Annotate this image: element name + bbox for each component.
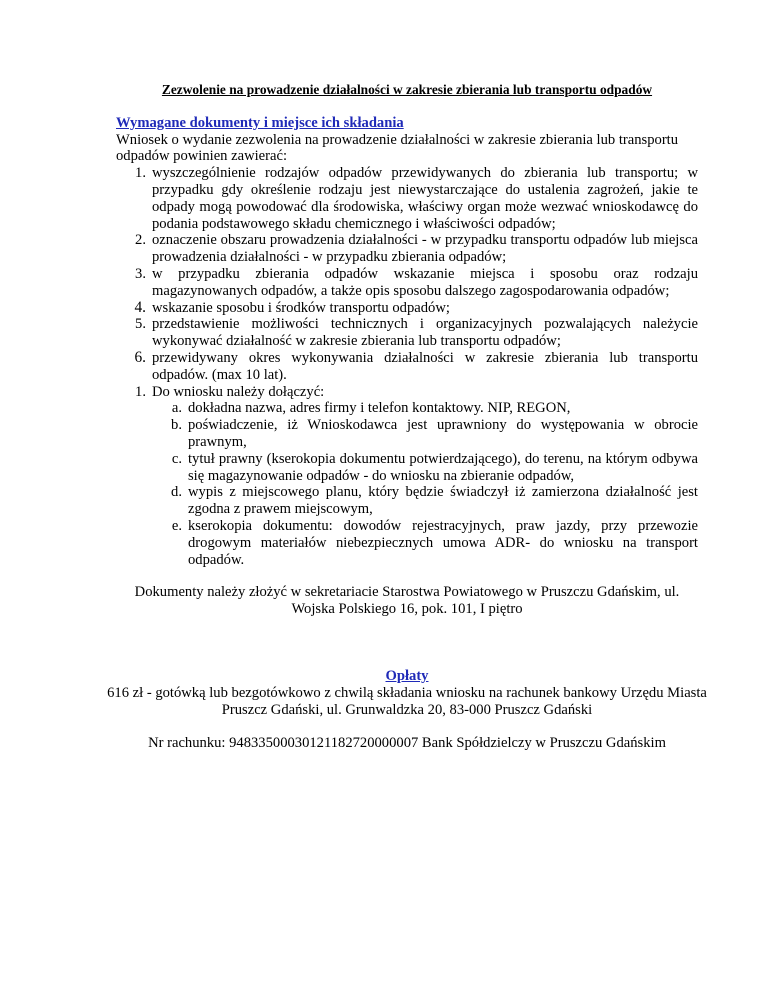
attachment-letter: a. [171, 400, 182, 417]
requirement-item-3 [116, 266, 698, 300]
requirement-text: przedstawienie możliwości technicznych i organizacyjnych pozwalających należycie wykonywać działalność w zakresie zbierania lub transportu odpadów; [152, 316, 698, 350]
attachment-text: tytuł prawny (kserokopia dokumentu potwierdzającego), do terenu, na którym odbywa się magazynowanie odpadów - do wniosku na zbieranie odpadów, [188, 450, 698, 484]
documents-section-heading: Wymagane dokumenty i miejsce ich składania [116, 114, 404, 131]
attachments-text: Do wniosku należy dołączyć: [152, 383, 325, 400]
fees-section-heading: Opłaty [385, 667, 429, 684]
attachment-text: dokładna nazwa, adres firmy i telefon kontaktowy. NIP, REGON, [188, 400, 571, 417]
requirement-number: 3. [135, 265, 146, 282]
attachments-number: 1. [135, 383, 146, 400]
requirement-number: 2. [135, 232, 146, 249]
attachment-item-d [152, 484, 698, 518]
attachment-item-c [152, 451, 698, 485]
requirement-text: wyszczególnienie rodzajów odpadów przewidywanych do zbierania lub transportu; w przypadku gdy określenie rodzaju jest niewystarczające do ustalenia zagrożeń, jakie te odpady mogą powodować dla środowiska, właściwy organ może wezwać wnioskodawcę do podania podstawowego składu chemicznego i właściwości odpadów; [152, 165, 698, 232]
requirement-item-2 [116, 232, 698, 266]
attachment-letter: d. [171, 484, 182, 501]
attachment-text: poświadczenie, iż Wnioskodawca jest uprawniony do występowania w obrocie prawnym, [188, 417, 698, 450]
requirement-text: oznaczenie obszaru prowadzenia działalności - w przypadku transportu odpadów lub miejsca prowadzenia działalności - w przypadku zbierania odpadów; [152, 232, 698, 266]
requirement-text: w przypadku zbierania odpadów wskazanie miejsca i sposobu oraz rodzaju magazynowanych odpadów, a także opis sposobu dalszego zagospodarowania odpadów; [152, 265, 698, 299]
requirement-number: 4. [134, 298, 146, 316]
document-title: Zezwolenie na prowadzenie działalności w zakresie zbierania lub transportu odpadów [161, 82, 653, 97]
attachment-item-e [152, 518, 698, 568]
attachment-letter: b. [171, 417, 182, 434]
attachments-list [152, 400, 698, 568]
requirement-text: wskazanie sposobu i środków transportu odpadów; [152, 299, 450, 316]
requirement-item-6 [116, 350, 698, 384]
attachment-text: kserokopia dokumentu: dowodów rejestracyjnych, praw jazdy, przy przewozie drogowym materiałów niebezpiecznych umowa ADR- do wniosku na transport odpadów. [188, 517, 698, 568]
requirements-list [116, 165, 698, 568]
document-page [107, 82, 707, 752]
attachments-item [116, 384, 698, 569]
fees-text: 616 zł - gotówką lub bezgotówkowo z chwilą składania wniosku na rachunek bankowy Urzędu Miasta Pruszcz Gdański, ul. Grunwaldzka 20, 83-000 Pruszcz Gdański [107, 684, 707, 718]
attachment-item-b [152, 417, 698, 451]
attachment-text: wypis z miejscowego planu, który będzie świadczył iż zamierzona działalność jest zgodna z prawem miejscowym, [188, 484, 698, 518]
submission-place: Dokumenty należy złożyć w sekretariacie Starostwa Powiatowego w Pruszczu Gdańskim, ul. Wojska Polskiego 16, pok. 101, I piętro [134, 584, 680, 618]
attachment-letter: c. [171, 450, 182, 467]
requirement-number: 5. [135, 316, 146, 333]
requirement-item-1 [116, 165, 698, 232]
requirement-item-4 [116, 300, 698, 317]
attachment-item-a [152, 400, 698, 417]
bank-account: Nr rachunku: 94833500030121182720000007 Bank Spółdzielczy w Pruszczu Gdańskim [148, 735, 666, 752]
attachment-letter: e. [171, 517, 182, 534]
requirement-text: przewidywany okres wykonywania działalności w zakresie zbierania lub transportu odpadów. (max 10 lat). [152, 349, 698, 383]
requirement-item-5 [116, 316, 698, 350]
documents-intro: Wniosek o wydanie zezwolenia na prowadzenie działalności w zakresie zbierania lub transportu odpadów powinien zawierać: [116, 131, 679, 165]
requirement-number: 6. [134, 348, 146, 366]
requirement-number: 1. [135, 165, 146, 182]
